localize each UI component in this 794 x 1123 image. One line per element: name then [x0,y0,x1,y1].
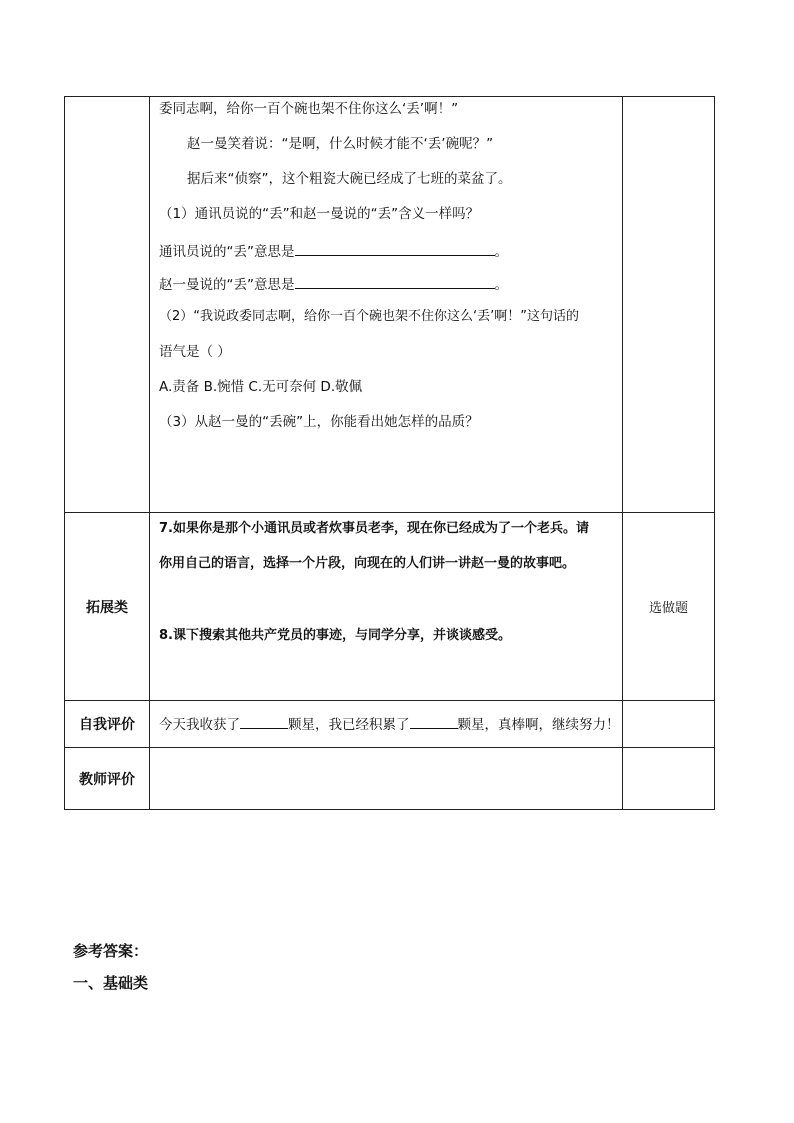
answers-section-1: 一、基础类 [73,974,149,992]
answers-title: 参考答案： [73,942,149,960]
self-eval-note-cell [623,701,715,748]
self-eval-middle: 颗星，我已经积累了 [288,717,410,734]
passage-line-2: 赵一曼笑着说：“是啊，什么时候才能不‘丢’碗呢？” [187,136,494,152]
teacher-eval-content[interactable] [150,748,623,810]
teacher-eval-note-cell [623,748,715,810]
passage-line-1: 委同志啊，给你一百个碗也架不住你这么‘丢’啊！” [159,101,459,117]
question-2-line-1: （2）“我说政委同志啊，给你一百个碗也架不住你这么‘丢’啊！”这句话的 [159,309,580,324]
question-7-line-1: 7.如果你是那个小通讯员或者炊事员老李，现在你已经成为了一个老兵。请 [159,521,589,536]
self-eval-suffix: 颗星，真棒啊，继续努力！ [457,717,620,734]
passage-line-3: 据后来“侦察”，这个粗瓷大碗已经成了七班的菜盆了。 [187,171,512,187]
answer-b-label: 赵一曼说的“丢”意思是 [159,277,295,293]
question-3: （3）从赵一曼的“丢碗”上，你能看出她怎样的品质？ [159,414,479,430]
question-1-answer-a [159,241,614,274]
question-2-line-2: 语气是（ ） [159,344,231,360]
optional-note: 选做题 [623,513,715,701]
stars-today-blank[interactable] [240,714,288,729]
answer-b-blank[interactable] [295,274,495,289]
self-eval-sentence [159,714,620,734]
question-1-answer-b [159,274,614,309]
reading-row [65,97,715,513]
self-eval-row [65,701,715,748]
teacher-eval-row [65,748,715,810]
teacher-eval-category: 教师评价 [65,748,150,810]
extension-row [65,513,715,701]
self-eval-category: 自我评价 [65,701,150,748]
reading-content-cell [150,97,623,513]
question-1: （1）通讯员说的“丢”和赵一曼说的“丢”含义一样吗？ [159,206,480,222]
stars-total-blank[interactable] [410,714,458,729]
reading-category-cell [65,97,150,513]
extension-content-cell [150,513,623,701]
reading-note-cell [623,97,715,513]
answer-a-label: 通讯员说的“丢”意思是 [159,244,295,260]
answer-a-blank[interactable] [295,241,495,256]
worksheet-table [64,96,715,810]
question-2-options: A.责备 B.惋惜 C.无可奈何 D.敬佩 [159,379,363,395]
question-8: 8.课下搜索其他共产党员的事迹，与同学分享，并谈谈感受。 [159,628,511,643]
extension-category: 拓展类 [65,513,150,701]
answer-a-end: 。 [494,244,508,260]
answer-b-end: 。 [494,277,508,293]
self-eval-content [150,701,623,748]
question-7-line-2: 你用自己的语言，选择一个片段，向现在的人们讲一讲赵一曼的故事吧。 [159,556,576,571]
self-eval-prefix: 今天我收获了 [159,717,240,734]
